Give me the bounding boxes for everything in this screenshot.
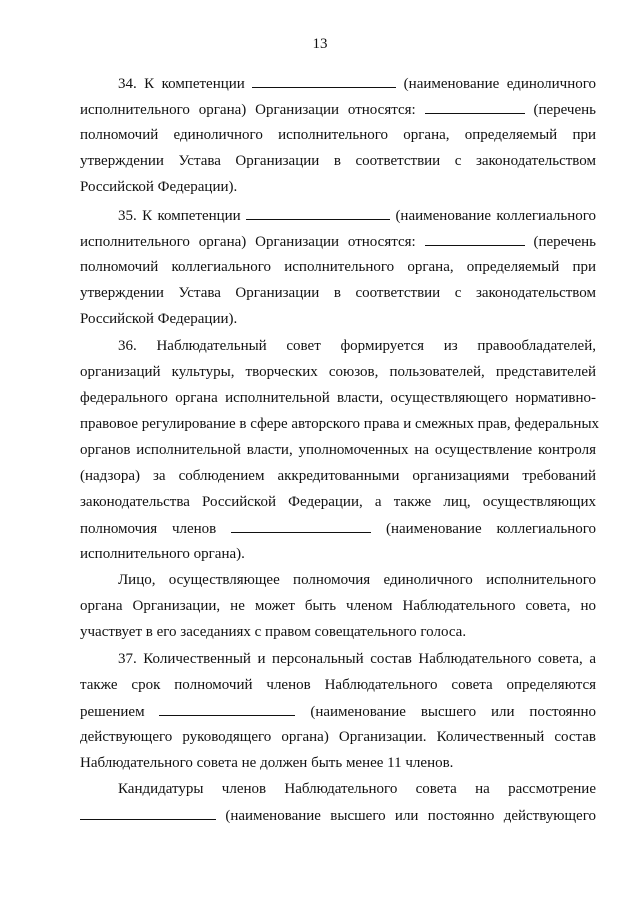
text-line [80,389,596,407]
text-fragment: полномочий коллегиального исполнительного органа, определяемый при [80,259,596,275]
text-fragment: Кандидатуры членов Наблюдательного совета на рассмотрение [118,781,596,797]
text-line [118,780,596,798]
text-fragment: Российской Федерации). [80,179,238,195]
text-line [118,74,596,92]
text-line [80,284,596,302]
text-line [80,415,600,433]
text-fragment: (наименование высшего или постоянно [310,704,597,720]
text-fragment: (перечень [533,234,597,250]
text-fragment: полномочия членов [80,521,217,537]
fill-in-blank [425,100,525,114]
text-fragment: Лицо, осуществляющее полномочия единоличного исполнительного [118,572,596,588]
text-fragment: решением [80,704,145,720]
fill-in-blank [159,702,295,716]
text-fragment: также срок полномочий членов Наблюдательного совета определяются [80,677,596,693]
text-line [80,702,596,720]
text-fragment: (наименование единоличного [403,76,597,92]
text-line [118,571,596,589]
text-fragment: органов исполнительной власти, уполномоченных на осуществление контроля [80,442,596,458]
text-line [80,728,596,746]
text-fragment: 37. Количественный и персональный состав Наблюдательного совета, а [118,651,596,667]
text-line [118,650,596,668]
fill-in-blank [252,74,396,88]
page-number: 13 [312,36,328,52]
text-fragment: федерального органа исполнительной власти, осуществляющего нормативно- [80,390,596,406]
text-fragment: Наблюдательного совета не должен быть менее 11 членов. [80,755,454,771]
text-line [80,806,596,824]
fill-in-blank [231,519,371,533]
text-fragment: Российской Федерации). [80,311,238,327]
text-fragment: 35. К компетенции [118,208,241,224]
text-fragment: (наименование коллегиального [385,521,597,537]
text-fragment: исполнительного органа). [80,546,245,562]
fill-in-blank [246,206,390,220]
text-line [80,493,596,511]
text-fragment: 34. К компетенции [118,76,245,92]
text-fragment: организаций культуры, творческих союзов, пользователей, представителей [80,364,596,380]
text-line [80,676,596,694]
text-fragment: исполнительного органа) Организации относятся: [80,102,416,118]
text-line [80,258,596,276]
text-line [80,363,596,381]
text-line [80,597,596,615]
text-fragment: утверждении Устава Организации в соответствии с законодательством [80,285,596,301]
text-fragment: законодательства Российской Федерации, а также лиц, осуществляющих [80,494,596,510]
text-fragment: (надзора) за соблюдением аккредитованными организациями требований [80,468,596,484]
text-line [80,232,596,250]
text-fragment: органа Организации, не может быть членом Наблюдательного совета, но [80,598,596,614]
text-line [118,337,596,355]
text-fragment: действующего руководящего органа) Организации. Количественный состав [80,729,596,745]
text-fragment: (перечень [533,102,597,118]
fill-in-blank [425,232,525,246]
text-line [80,754,596,772]
text-fragment: участвует в его заседаниях с правом совещательного голоса. [80,624,467,640]
text-fragment: 36. Наблюдательный совет формируется из правообладателей, [118,338,596,354]
text-fragment: полномочий единоличного исполнительного органа, определяемый при [80,127,596,143]
text-line [80,467,596,485]
text-line [80,152,596,170]
text-line [80,519,596,537]
text-fragment: (наименование коллегиального [395,208,596,224]
text-line [80,545,596,563]
text-fragment: правовое регулирование в сфере авторского права и смежных прав, федеральных [80,416,600,432]
text-fragment: (наименование высшего или постоянно действующего [225,808,596,824]
text-line [80,100,596,118]
text-fragment: утверждении Устава Организации в соответствии с законодательством [80,153,596,169]
text-line [80,441,596,459]
text-line [80,126,596,144]
text-fragment: исполнительного органа) Организации относятся: [80,234,416,250]
fill-in-blank [80,806,216,820]
text-line [80,178,596,196]
text-line [80,623,596,641]
text-line [80,310,596,328]
text-line [118,206,596,224]
